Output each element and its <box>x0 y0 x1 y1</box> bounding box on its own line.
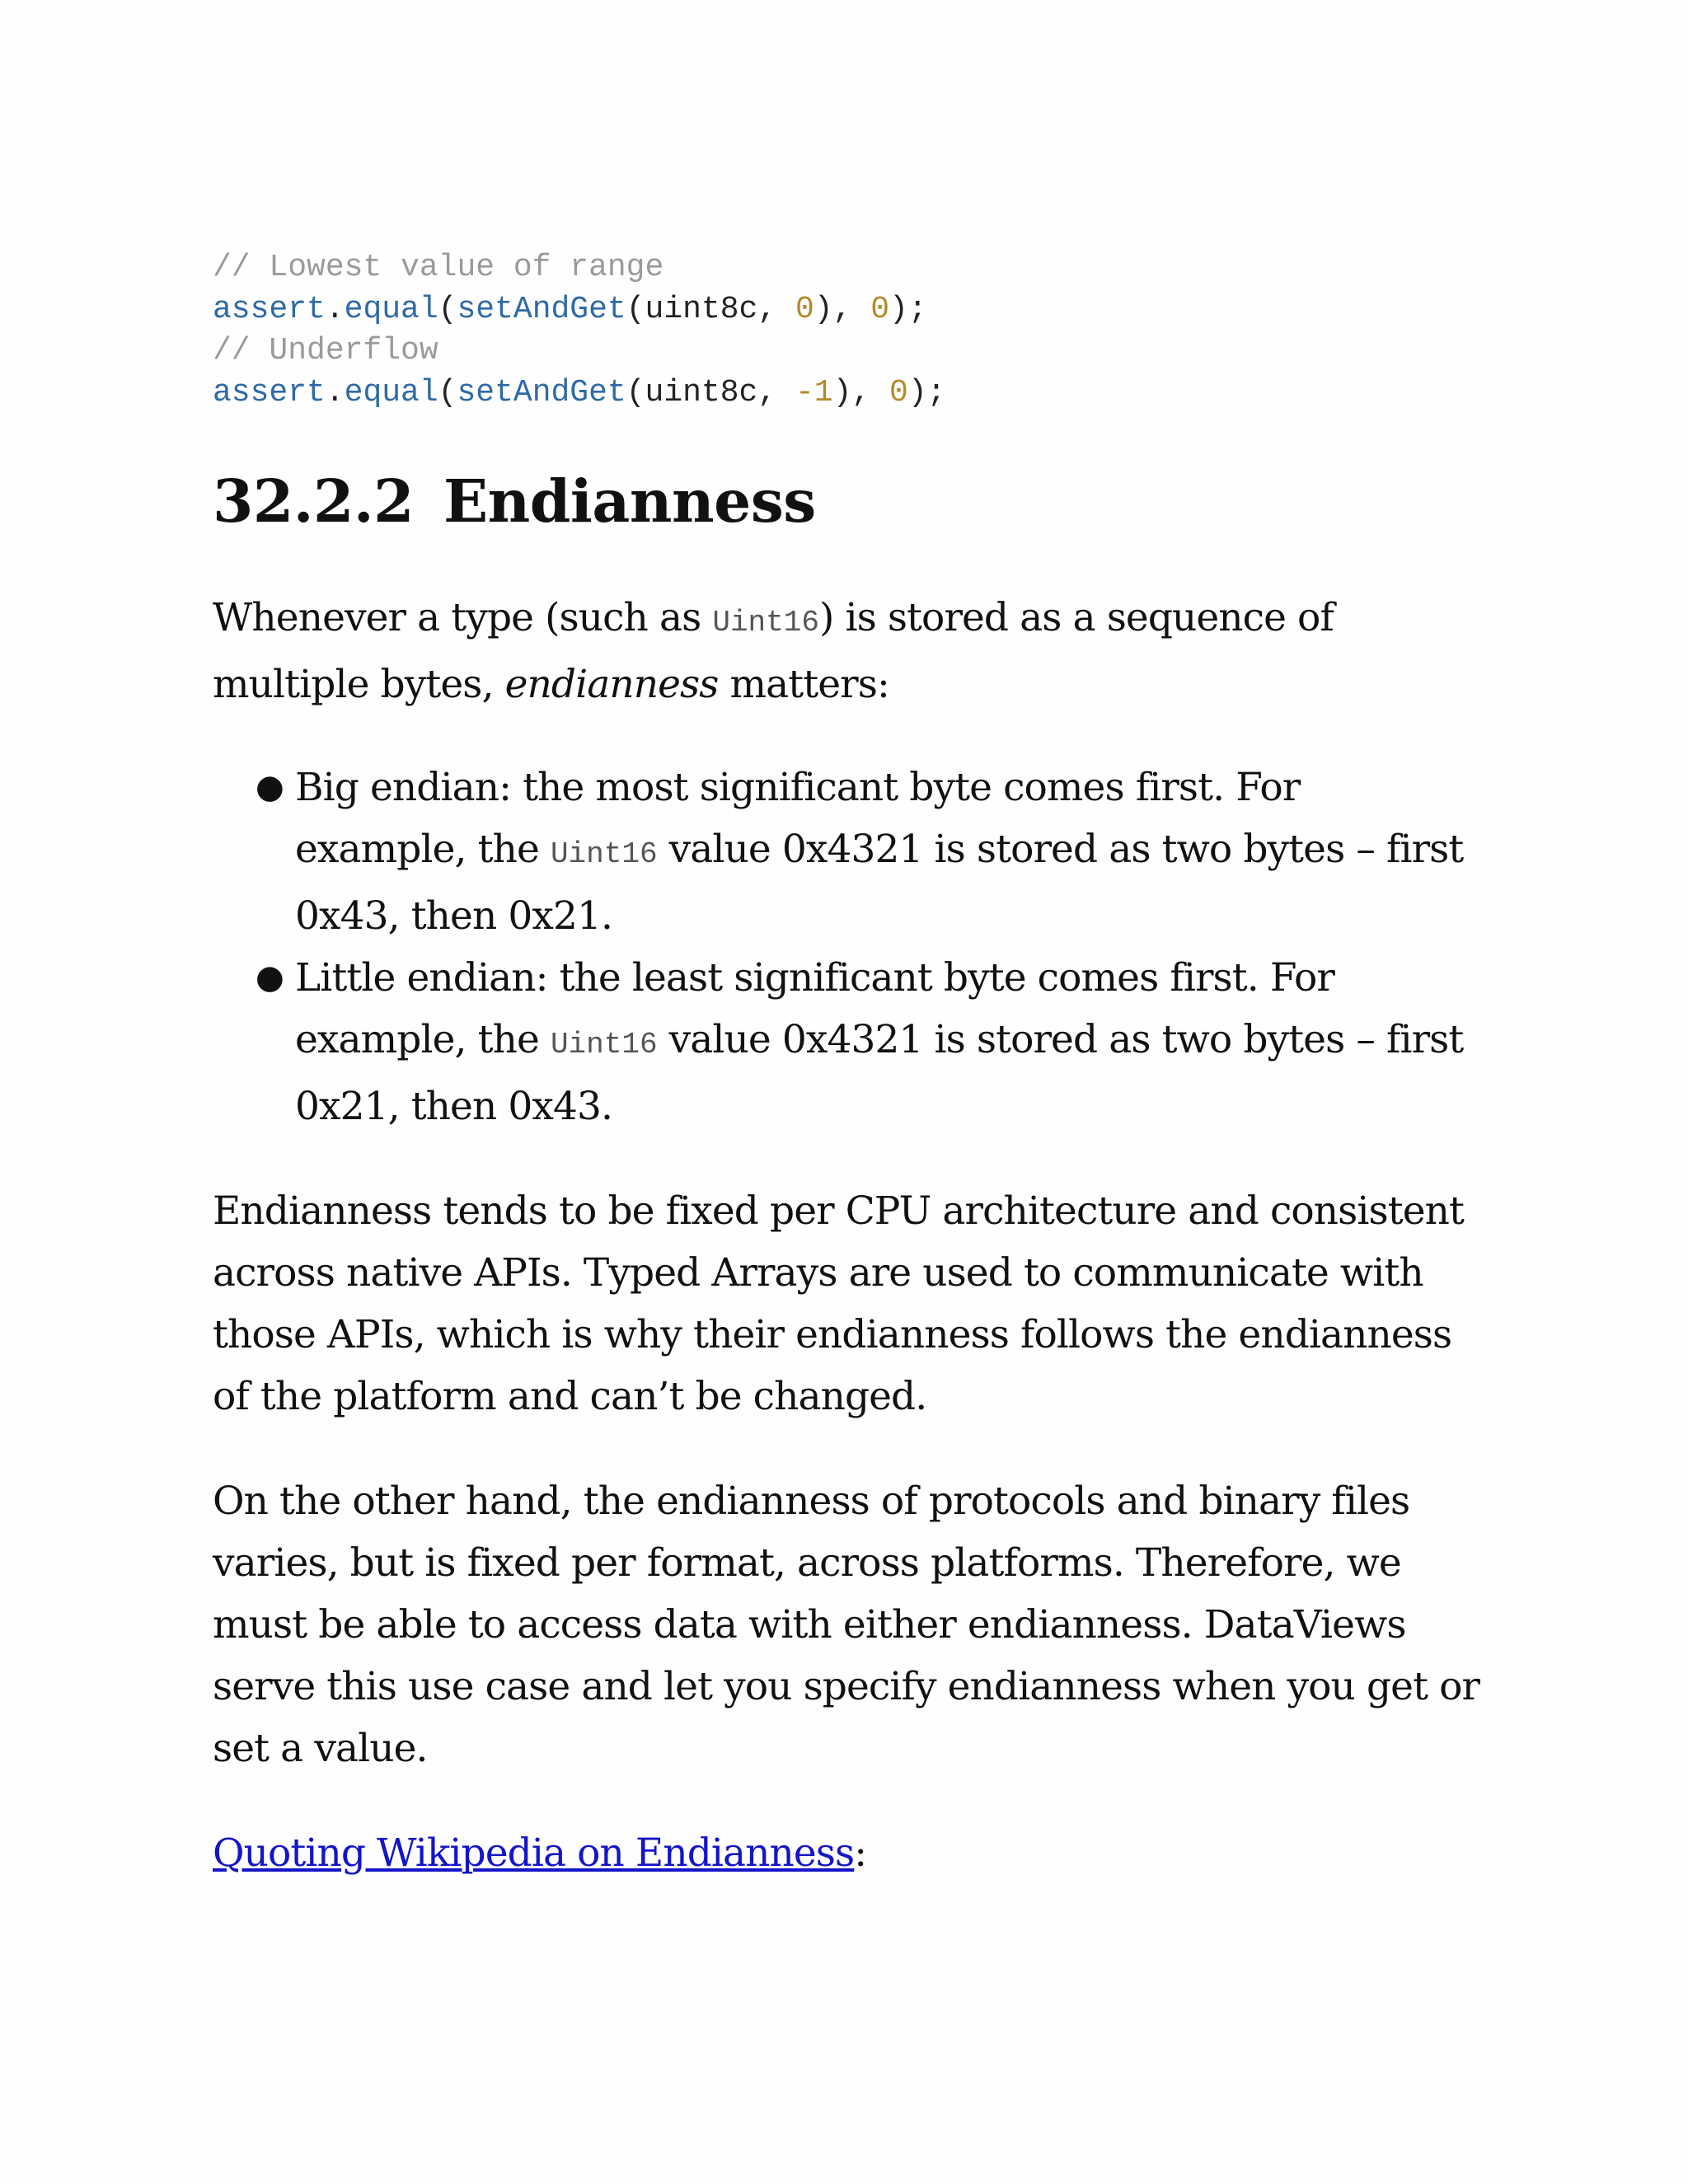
code-identifier: equal <box>344 291 438 327</box>
paragraph-protocols: On the other hand, the endianness of protocols and binary files varies, but is fixed per format, across platforms. Therefore, we must be able to access data with either endianness. DataViews serve this use case and let you specify endianness when you get or set a value. <box>213 1479 1480 1771</box>
text-run: Big endian: the most significant byte comes first. For example, the <box>295 765 1301 872</box>
code-punct: . <box>325 374 345 410</box>
code-identifier: assert <box>213 374 326 410</box>
text-run: value 0x4321 is stored as two bytes – first 0x21, then 0x43. <box>295 1017 1464 1129</box>
code-punct: . <box>325 291 345 327</box>
text-run: value 0x4321 is stored as two bytes – first 0x43, then 0x21. <box>295 827 1464 939</box>
code-argument: uint8c, <box>645 374 795 410</box>
code-block <box>213 247 1482 414</box>
code-punct: ); <box>907 374 946 410</box>
code-punct: ), <box>814 291 871 327</box>
code-number: 0 <box>870 291 890 327</box>
text-run: matters: <box>718 662 889 707</box>
document-content <box>213 247 1482 1884</box>
code-identifier: equal <box>344 374 438 410</box>
bullet-icon: ● <box>256 958 284 996</box>
bullet-icon: ● <box>256 768 284 806</box>
code-punct: ( <box>438 291 457 327</box>
inline-code: Uint16 <box>550 837 658 871</box>
code-number: 0 <box>889 374 908 410</box>
code-argument: uint8c, <box>645 291 795 327</box>
code-punct: ( <box>438 374 457 410</box>
text-run: ) is stored as a sequence of multiple bytes, <box>213 595 1334 707</box>
section-heading <box>213 462 1482 541</box>
quote-intro <box>213 1822 1482 1884</box>
list-item <box>256 757 1482 947</box>
code-punct: ( <box>626 291 645 327</box>
text-run: Little endian: the least significant byte comes first. For example, the <box>295 955 1334 1062</box>
section-number: 32.2.2 <box>213 466 415 536</box>
section-title: Endianness <box>443 466 816 536</box>
inline-code: Uint16 <box>550 1028 658 1062</box>
inline-code: Uint16 <box>712 606 819 640</box>
code-number: -1 <box>795 374 833 410</box>
paragraph-architecture: Endianness tends to be fixed per CPU architecture and consistent across native APIs. Typed Arrays are used to communicate with those APIs, which is why their endianness follows the endianness of the platform and can’t be changed. <box>213 1188 1464 1419</box>
bullet-list <box>213 757 1482 1137</box>
intro-paragraph <box>213 587 1482 715</box>
code-punct: ( <box>626 374 645 410</box>
code-punct: ); <box>889 291 927 327</box>
code-number: 0 <box>795 291 814 327</box>
code-identifier: setAndGet <box>457 374 626 410</box>
text-run: Whenever a type (such as <box>213 595 713 640</box>
emphasis: endianness <box>504 662 719 707</box>
code-identifier: setAndGet <box>457 291 626 327</box>
wikipedia-link[interactable]: Quoting Wikipedia on Endianness <box>213 1830 855 1876</box>
code-comment: // Lowest value of range <box>213 250 664 285</box>
code-comment: // Underflow <box>213 333 438 368</box>
code-identifier: assert <box>213 291 326 327</box>
code-line <box>213 375 945 410</box>
code-line <box>213 292 927 327</box>
text-run: : <box>854 1830 867 1876</box>
code-punct: ), <box>832 374 889 410</box>
list-item <box>256 947 1482 1137</box>
